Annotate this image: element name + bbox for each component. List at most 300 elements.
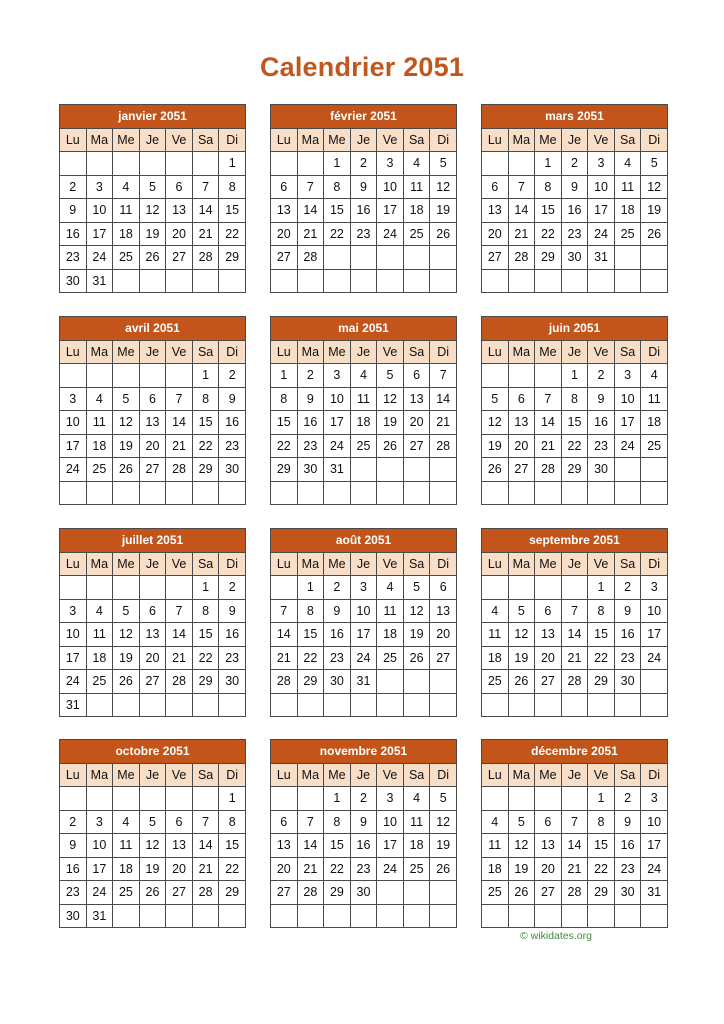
week-row [271, 152, 457, 176]
day-cell: 2 [350, 787, 377, 811]
weekday-header: Sa [192, 552, 219, 576]
day-cell: 30 [350, 881, 377, 905]
day-cell: 4 [641, 364, 668, 388]
day-cell: 22 [324, 857, 351, 881]
weekday-header: Me [535, 552, 562, 576]
day-cell: 31 [350, 670, 377, 694]
day-cell: 4 [403, 152, 430, 176]
day-cell: 2 [60, 810, 87, 834]
day-cell: 12 [377, 387, 404, 411]
weekday-header: Me [324, 552, 351, 576]
week-row [60, 881, 246, 905]
day-cell: 23 [324, 646, 351, 670]
day-cell [219, 481, 246, 505]
day-cell [508, 904, 535, 928]
weekday-header: Ma [508, 763, 535, 787]
day-cell [350, 904, 377, 928]
day-cell [377, 881, 404, 905]
day-cell [350, 458, 377, 482]
day-cell: 24 [377, 857, 404, 881]
day-cell: 10 [86, 199, 113, 223]
day-cell [297, 481, 324, 505]
day-cell: 11 [86, 411, 113, 435]
day-cell: 11 [641, 387, 668, 411]
day-cell [60, 481, 87, 505]
day-cell: 1 [271, 364, 298, 388]
day-cell: 12 [139, 199, 166, 223]
week-row [482, 599, 668, 623]
day-cell: 24 [614, 434, 641, 458]
day-cell [350, 693, 377, 717]
day-cell: 25 [377, 646, 404, 670]
day-cell: 24 [60, 458, 87, 482]
day-cell [271, 787, 298, 811]
day-cell: 22 [561, 434, 588, 458]
day-cell: 5 [113, 387, 140, 411]
day-cell: 10 [60, 623, 87, 647]
day-cell: 2 [219, 364, 246, 388]
day-cell [482, 364, 509, 388]
day-cell: 9 [297, 387, 324, 411]
weekday-header: Me [535, 340, 562, 364]
day-cell: 26 [482, 458, 509, 482]
day-cell: 6 [166, 810, 193, 834]
day-cell: 16 [219, 411, 246, 435]
day-cell [350, 246, 377, 270]
month-title: septembre 2051 [482, 529, 668, 553]
day-cell: 31 [60, 693, 87, 717]
day-cell: 14 [297, 199, 324, 223]
day-cell [271, 269, 298, 293]
week-row [271, 222, 457, 246]
week-row [271, 199, 457, 223]
weekday-header: Ma [508, 340, 535, 364]
day-cell: 6 [508, 387, 535, 411]
day-cell: 25 [350, 434, 377, 458]
day-cell [377, 904, 404, 928]
day-cell: 8 [297, 599, 324, 623]
day-cell [430, 481, 457, 505]
day-cell: 30 [297, 458, 324, 482]
week-row [482, 881, 668, 905]
day-cell: 5 [508, 810, 535, 834]
day-cell: 28 [561, 881, 588, 905]
day-cell: 17 [588, 199, 615, 223]
day-cell: 22 [324, 222, 351, 246]
day-cell: 20 [166, 222, 193, 246]
week-row [271, 810, 457, 834]
day-cell [377, 481, 404, 505]
day-cell: 14 [561, 834, 588, 858]
day-cell [86, 576, 113, 600]
day-cell: 21 [166, 646, 193, 670]
day-cell [561, 269, 588, 293]
day-cell: 16 [350, 199, 377, 223]
day-cell: 22 [535, 222, 562, 246]
month-table [270, 316, 457, 505]
week-row [60, 175, 246, 199]
day-cell: 16 [588, 411, 615, 435]
weekday-header: Je [561, 763, 588, 787]
month-title: novembre 2051 [271, 740, 457, 764]
day-cell [86, 152, 113, 176]
day-cell: 14 [166, 623, 193, 647]
day-cell: 3 [588, 152, 615, 176]
day-cell [508, 787, 535, 811]
month-table [59, 528, 246, 717]
day-cell: 30 [588, 458, 615, 482]
day-cell: 14 [297, 834, 324, 858]
day-cell [297, 693, 324, 717]
day-cell: 9 [60, 199, 87, 223]
day-cell: 2 [561, 152, 588, 176]
day-cell: 7 [508, 175, 535, 199]
day-cell: 6 [535, 599, 562, 623]
day-cell: 25 [482, 670, 509, 694]
day-cell [561, 904, 588, 928]
day-cell: 7 [166, 387, 193, 411]
month-table [59, 316, 246, 505]
day-cell [166, 693, 193, 717]
weekday-header: Lu [271, 340, 298, 364]
day-cell: 18 [377, 623, 404, 647]
day-cell: 19 [641, 199, 668, 223]
day-cell [297, 904, 324, 928]
week-row [271, 787, 457, 811]
day-cell: 6 [535, 810, 562, 834]
day-cell: 30 [614, 881, 641, 905]
day-cell: 12 [482, 411, 509, 435]
day-cell [377, 458, 404, 482]
weekday-header: Di [219, 128, 246, 152]
day-cell: 28 [297, 246, 324, 270]
day-cell [324, 481, 351, 505]
week-row [60, 904, 246, 928]
day-cell [324, 246, 351, 270]
weekday-header: Ma [86, 552, 113, 576]
day-cell: 20 [271, 222, 298, 246]
day-cell: 6 [271, 175, 298, 199]
day-cell [113, 576, 140, 600]
day-cell [430, 458, 457, 482]
week-row [482, 387, 668, 411]
day-cell: 30 [561, 246, 588, 270]
weekday-header: Je [561, 128, 588, 152]
day-cell: 17 [60, 646, 87, 670]
day-cell: 21 [561, 646, 588, 670]
day-cell [192, 481, 219, 505]
weekday-header: Di [641, 128, 668, 152]
day-cell: 20 [482, 222, 509, 246]
day-cell: 1 [324, 152, 351, 176]
weekday-header: Ve [588, 128, 615, 152]
day-cell [86, 481, 113, 505]
day-cell: 13 [535, 623, 562, 647]
day-cell: 15 [324, 834, 351, 858]
day-cell: 19 [139, 857, 166, 881]
day-cell [377, 693, 404, 717]
week-row [271, 881, 457, 905]
day-cell: 13 [403, 387, 430, 411]
day-cell: 10 [60, 411, 87, 435]
week-row [482, 481, 668, 505]
day-cell: 4 [86, 599, 113, 623]
weekday-header: Je [350, 552, 377, 576]
day-cell: 19 [113, 434, 140, 458]
day-cell: 22 [271, 434, 298, 458]
day-cell: 28 [166, 458, 193, 482]
day-cell: 17 [350, 623, 377, 647]
day-cell [297, 152, 324, 176]
day-cell [324, 269, 351, 293]
day-cell: 28 [166, 670, 193, 694]
day-cell [166, 152, 193, 176]
day-cell [166, 576, 193, 600]
week-row [271, 670, 457, 694]
month-title: décembre 2051 [482, 740, 668, 764]
day-cell: 29 [219, 881, 246, 905]
day-cell [139, 481, 166, 505]
day-cell: 31 [86, 904, 113, 928]
day-cell: 11 [403, 810, 430, 834]
day-cell: 20 [403, 411, 430, 435]
day-cell: 11 [377, 599, 404, 623]
weekday-header: Di [641, 340, 668, 364]
day-cell: 27 [403, 434, 430, 458]
day-cell: 2 [588, 364, 615, 388]
day-cell: 16 [60, 857, 87, 881]
weekday-header: Je [561, 552, 588, 576]
week-row [482, 787, 668, 811]
day-cell: 29 [192, 458, 219, 482]
day-cell: 24 [324, 434, 351, 458]
day-cell: 15 [297, 623, 324, 647]
day-cell [166, 481, 193, 505]
weekday-header: Ma [508, 552, 535, 576]
day-cell: 20 [508, 434, 535, 458]
day-cell [641, 458, 668, 482]
day-cell: 11 [113, 834, 140, 858]
weekday-header: Ve [166, 340, 193, 364]
day-cell [482, 481, 509, 505]
month-title: octobre 2051 [60, 740, 246, 764]
day-cell [350, 269, 377, 293]
week-row [482, 904, 668, 928]
weekday-header: Ve [377, 763, 404, 787]
day-cell [588, 269, 615, 293]
day-cell: 12 [641, 175, 668, 199]
day-cell [139, 576, 166, 600]
week-row [271, 576, 457, 600]
day-cell [271, 904, 298, 928]
weekday-header: Je [561, 340, 588, 364]
day-cell: 6 [139, 387, 166, 411]
day-cell [614, 458, 641, 482]
day-cell: 4 [482, 599, 509, 623]
day-cell: 10 [588, 175, 615, 199]
day-cell: 27 [535, 670, 562, 694]
day-cell: 27 [139, 458, 166, 482]
day-cell: 27 [482, 246, 509, 270]
day-cell: 26 [113, 458, 140, 482]
day-cell: 6 [139, 599, 166, 623]
day-cell: 18 [86, 434, 113, 458]
day-cell: 3 [60, 387, 87, 411]
day-cell [430, 904, 457, 928]
day-cell: 14 [535, 411, 562, 435]
day-cell: 23 [350, 222, 377, 246]
week-row [60, 364, 246, 388]
day-cell: 16 [614, 834, 641, 858]
week-row [60, 576, 246, 600]
day-cell [508, 576, 535, 600]
day-cell: 3 [350, 576, 377, 600]
day-cell: 1 [324, 787, 351, 811]
day-cell: 25 [113, 246, 140, 270]
day-cell: 3 [60, 599, 87, 623]
day-cell: 15 [219, 199, 246, 223]
week-row [271, 387, 457, 411]
day-cell: 9 [588, 387, 615, 411]
day-cell: 28 [508, 246, 535, 270]
day-cell: 2 [350, 152, 377, 176]
day-cell [614, 246, 641, 270]
page-title: Calendrier 2051 [259, 52, 465, 82]
month-title: mars 2051 [482, 105, 668, 129]
weekday-header: Di [430, 340, 457, 364]
week-row [60, 246, 246, 270]
day-cell: 24 [377, 222, 404, 246]
day-cell: 17 [377, 199, 404, 223]
day-cell: 4 [113, 810, 140, 834]
day-cell: 31 [86, 269, 113, 293]
day-cell: 30 [614, 670, 641, 694]
day-cell: 27 [271, 881, 298, 905]
day-cell: 29 [535, 246, 562, 270]
weekday-header: Lu [60, 340, 87, 364]
week-row [60, 411, 246, 435]
day-cell [166, 269, 193, 293]
day-cell: 15 [561, 411, 588, 435]
day-cell: 22 [219, 857, 246, 881]
weekday-header: Sa [403, 763, 430, 787]
day-cell: 18 [113, 857, 140, 881]
day-cell [166, 787, 193, 811]
day-cell: 5 [508, 599, 535, 623]
day-cell: 22 [219, 222, 246, 246]
day-cell [535, 364, 562, 388]
day-cell: 25 [86, 670, 113, 694]
week-row [482, 458, 668, 482]
month-table [270, 104, 457, 293]
day-cell: 4 [377, 576, 404, 600]
day-cell: 4 [614, 152, 641, 176]
day-cell: 1 [219, 787, 246, 811]
day-cell: 24 [588, 222, 615, 246]
week-row [482, 411, 668, 435]
day-cell [113, 364, 140, 388]
weekday-header: Ma [86, 340, 113, 364]
day-cell: 7 [192, 810, 219, 834]
week-row [482, 576, 668, 600]
day-cell: 13 [482, 199, 509, 223]
day-cell: 29 [271, 458, 298, 482]
day-cell [430, 670, 457, 694]
weekday-header: Ma [297, 763, 324, 787]
day-cell: 13 [271, 199, 298, 223]
week-row [271, 246, 457, 270]
month-title: août 2051 [271, 529, 457, 553]
day-cell: 16 [324, 623, 351, 647]
day-cell: 3 [641, 787, 668, 811]
month-title: mai 2051 [271, 317, 457, 341]
weekday-header: Di [219, 552, 246, 576]
day-cell: 15 [535, 199, 562, 223]
day-cell [482, 576, 509, 600]
day-cell [139, 269, 166, 293]
weekday-header: Sa [614, 763, 641, 787]
weekday-header: Sa [192, 128, 219, 152]
day-cell: 4 [482, 810, 509, 834]
day-cell: 20 [535, 857, 562, 881]
day-cell: 15 [588, 623, 615, 647]
day-cell: 12 [430, 810, 457, 834]
week-row [482, 152, 668, 176]
week-row [60, 646, 246, 670]
day-cell: 25 [403, 857, 430, 881]
day-cell: 19 [430, 199, 457, 223]
day-cell: 3 [614, 364, 641, 388]
day-cell: 23 [561, 222, 588, 246]
day-cell: 26 [508, 670, 535, 694]
week-row [271, 458, 457, 482]
week-row [482, 857, 668, 881]
week-row [271, 481, 457, 505]
weekday-header: Lu [60, 552, 87, 576]
day-cell: 2 [324, 576, 351, 600]
weekday-header: Ve [588, 552, 615, 576]
day-cell [403, 481, 430, 505]
day-cell [113, 269, 140, 293]
day-cell [271, 693, 298, 717]
day-cell: 24 [60, 670, 87, 694]
day-cell: 8 [588, 599, 615, 623]
day-cell: 10 [350, 599, 377, 623]
day-cell: 19 [482, 434, 509, 458]
day-cell: 11 [482, 623, 509, 647]
day-cell [430, 269, 457, 293]
day-cell [641, 246, 668, 270]
weekday-header: Lu [482, 128, 509, 152]
day-cell: 1 [192, 576, 219, 600]
week-row [271, 434, 457, 458]
day-cell: 8 [324, 810, 351, 834]
weekday-header: Me [324, 128, 351, 152]
week-row [271, 646, 457, 670]
weekday-header: Ve [377, 340, 404, 364]
day-cell: 11 [86, 623, 113, 647]
day-cell: 7 [271, 599, 298, 623]
day-cell [535, 693, 562, 717]
day-cell [535, 787, 562, 811]
day-cell [482, 269, 509, 293]
day-cell [86, 364, 113, 388]
day-cell [403, 904, 430, 928]
day-cell: 22 [588, 646, 615, 670]
day-cell: 1 [219, 152, 246, 176]
day-cell: 22 [192, 646, 219, 670]
day-cell: 13 [508, 411, 535, 435]
